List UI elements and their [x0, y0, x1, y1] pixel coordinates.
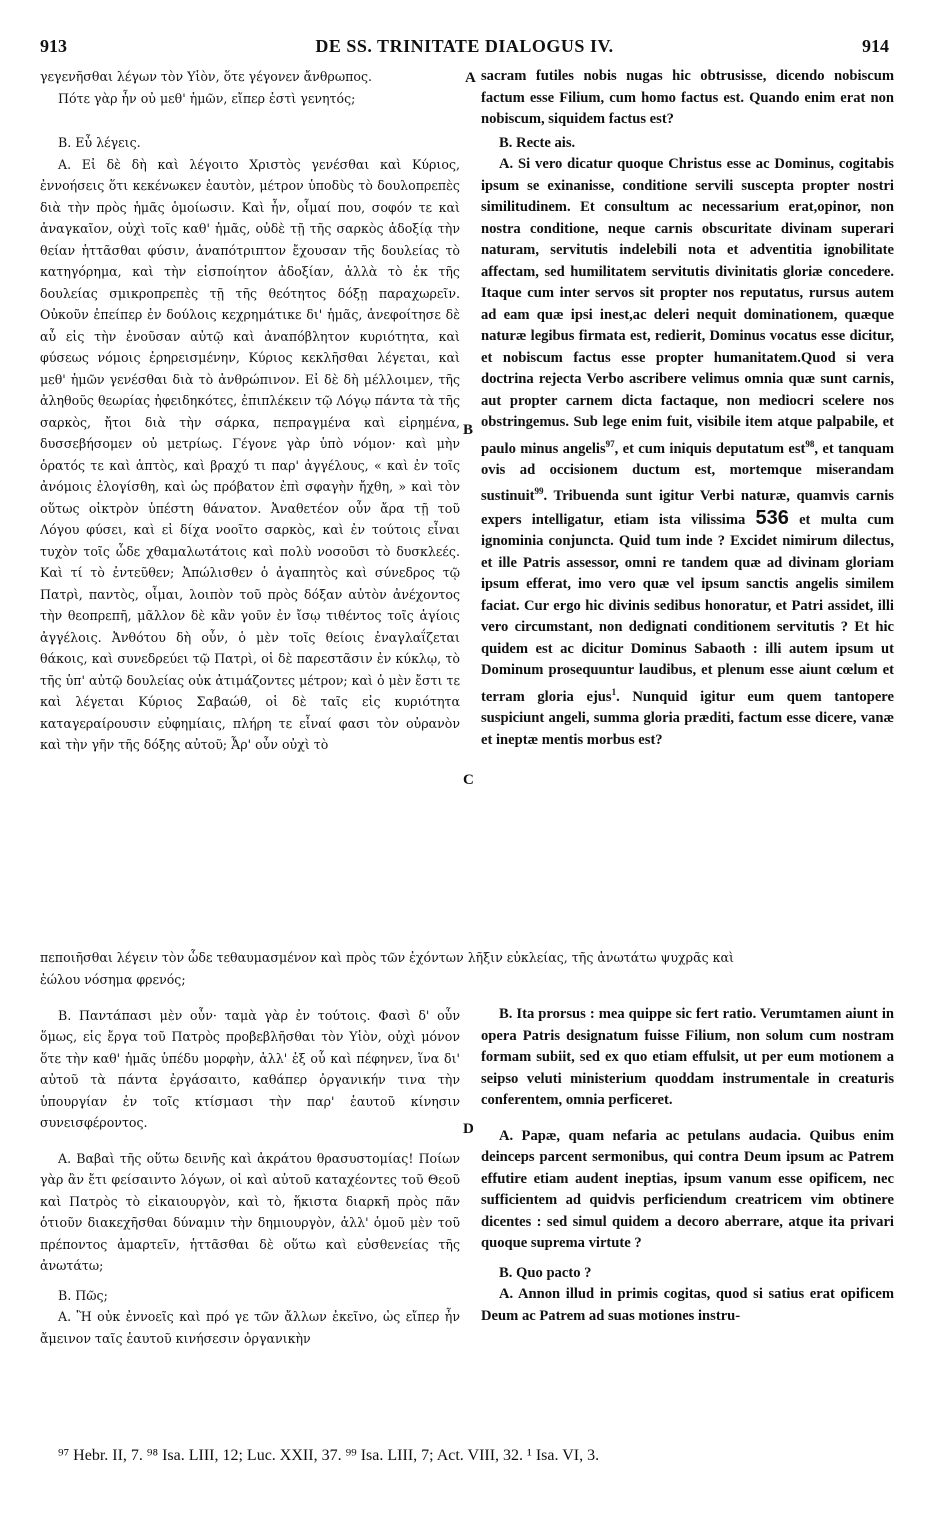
greek-line: Πότε γὰρ ἦν οὐ μεθ' ἡμῶν, εἴπερ ἐστὶ γενητός; — [58, 90, 356, 106]
margin-letter-c: C — [463, 772, 474, 788]
latin-speaker-a-paragraph: A. Si vero dicatur quoque Christus esse ac Dominus, cogitabis ipsum se exinanisse, conditione servili suscepta propter nostri similitudinem. Et consultum ac necessarium erat,opinor, non nostra conditione, neque carnis obscuritate divinam superari naturam, servitutis indelebili nota et adventitia ignobilitate affectam, sed humilitatem servitutis divinitatis gloriæ concedere. Itaque cum inter servos sit propter nos reputatus, rursus autem ad eam quæ ipsi inest,ac deleri nequit dominationem, quæque naturæ legibus firmata est, redierit, Dominus vocatus esse dicitur, et nobiscum factus esse propter humanitatem.Quod si vera doctrina rejecta Verbo ascribere velimus omnia quæ sunt carnis, aut propter carnem dicta factaque, non mediocri scelere nos obstringemus. Sub lege enim fuit, visibile item atque palpabile, et paulo minus angelis$^{97}$, et cum iniquis deputatum est$^{98}$, et tanquam ovis ad occisionem ductum est, mortemque miserandam sustinuit$^{99}$. Tribuenda sunt igitur Verbi naturæ, quamvis carnis expers intelligatur, etiam ista vilissima 536 et multa cum ignominia conjuncta. Quid tum inde ? Excidet nimirum dilectus, et ille Patris assessor, omni re tandem quæ ad divinam gloriam ipsum efferat, imo vero quæ vel ipsum sanctis angelis similem faciat. Cur ergo hic divinis sedibus honoratur, et Patri assidet, illi vero circumstant, non dedignati conditionem servitutis ? Et hic quidem est ac dicitur Dominus Sabaoth : illi autem ipsum ut Dominum prosequuntur laudibus, et plenum esse aiunt cœlum et terram gloria ejus$^1$. Nunquid igitur eum quem tantopere suspiciunt angeli, summa gloria præditi, factum esse dicere, vanæ et ineptæ mentis morbus est? — [481, 156, 895, 748]
footnotes: ⁹⁷ Hebr. II, 7. ⁹⁸ Isa. LIII, 12; Luc. XXII, 37. ⁹⁹ Isa. LIII, 7; Act. VIII, 32. ¹ Isa. VI, 3. — [58, 1447, 600, 1464]
greek-column-upper — [40, 66, 460, 756]
footnote-mark[interactable]: 99 — [534, 486, 544, 497]
latin-speaker-b-paragraph: B. Ita prorsus : mea quippe sic fert ratio. Verumtamen aiunt in opera Patris designatum fuisse Filium, non solum cum nostram formam subiit, sed ex quo etiam effulsit, ut per eum motionem a seipso veluti ministerium quoddam instrumentale in creaturis conferentem, omnia perficeret. — [481, 1006, 894, 1108]
greek-line: γεγενῆσθαι λέγων τὸν Υἱὸν, ὅτε γέγονεν ἄνθρωπος. — [40, 69, 373, 84]
latin-column-upper — [481, 66, 894, 751]
footnote-mark[interactable]: 98 — [805, 438, 815, 449]
running-header — [40, 36, 889, 62]
latin-speaker-a-paragraph: A. Annon illud in primis cogitas, quod si satius erat opificem Deum ac Patrem ad suas motiones instru- — [481, 1286, 894, 1324]
greek-speaker-b: Β. Πῶς; — [58, 1287, 108, 1303]
greek-line: ἐώλου νόσημα φρενός; — [40, 972, 186, 987]
greek-column-lower — [40, 969, 460, 1349]
greek-speaker-b-paragraph: Β. Παντάπασι μὲν οὖν· ταμὰ γὰρ ἐν τούτοις. Φασὶ δ' οὖν ὅμως, εἰς ἔργα τοῦ Πατρὸς προβεβλῆσθαι τὸν Υἱὸν, οὐχὶ μόνον ὅτε τὴν καθ' ἡμᾶς ὑπέδυ μορφὴν, ἀλλ' ἐξ οὗ καὶ πέφηνεν, ἵνα δι' αὐτοῦ τὰ πάντα ἐργάσαιτο, καθάπερ ὀργανικήν τινα τὴν ὑπουργίαν ἐν τοῖς κτίσμασι τὴν παρ' ἑαυτοῦ κίνησιν συνεισφέροντος. — [40, 1007, 460, 1130]
footnote-mark[interactable]: 1 — [611, 686, 617, 697]
latin-column-lower — [481, 1004, 894, 1327]
column-number: 536 — [755, 506, 789, 529]
latin-paragraph: sacram futiles nobis nugas hic obtrusisse, dicendo nobiscum factum esse Filium, cum homo factus est. Quando enim erat non nobiscum, siquidem factus est? — [481, 68, 894, 127]
margin-letter-b: B — [463, 422, 474, 438]
latin-speaker-b: B. Quo pacto ? — [499, 1264, 592, 1281]
right-page-number: 914 — [862, 36, 889, 56]
latin-speaker-a-paragraph: A. Papæ, quam nefaria ac petulans audacia. Quibus enim deinceps parcent sermonibus, qui contra Deum ipsum ac Patrem effutire etiam audent ineptias, ipsum vanum esse opificem, nec sufficientem ad quidvis perficiendum creatricem vim obtinere dicentes : sed simul quidem a decoro aberrare, atque ita privari quoque suprema virtute ? — [481, 1127, 894, 1251]
greek-speaker-a-paragraph: Α. Ἢ οὐκ ἐννοεῖς καὶ πρό γε τῶν ἄλλων ἐκεῖνο, ὡς εἴπερ ἦν ἄμεινον ταῖς ἑαυτοῦ κινήσεσιν ὀργανικὴν — [40, 1309, 460, 1346]
running-title: DE SS. TRINITATE DIALOGUS IV. — [315, 36, 614, 56]
margin-letter-a: A — [465, 70, 476, 86]
left-page-number: 913 — [40, 36, 67, 56]
margin-letter-d: D — [463, 1121, 474, 1137]
greek-speaker-a-paragraph: Α. Βαβαὶ τῆς οὕτω δεινῆς καὶ ἀκράτου θρασυστομίας! Ποίων γὰρ ἂν ἔτι φείσαιντο λόγων, οἱ καὶ αὐτοῦ καταχέοντες τοῦ Θεοῦ καὶ Πατρὸς τὸ εἰκαιουργὸν, καὶ τὸ, ἥκιστα διαρκῆ πρὸς πᾶν ὁτιοῦν διακεχῆσθαι δύναμιν τὴν δημιουργὸν, ἀλλ' ὁμοῦ μὲν τοῦ πρέποντος ἁμαρτεῖν, ἡττᾶσθαι δὲ οὕτω καὶ εὐσθενείας τῆς ἀνωτάτω; — [40, 1150, 460, 1273]
greek-speaker-b: Β. Εὖ λέγεις. — [58, 135, 141, 150]
footnote-mark[interactable]: 97 — [605, 438, 615, 449]
greek-speaker-a-paragraph: Α. Εἰ δὲ δὴ καὶ λέγοιτο Χριστὸς γενέσθαι καὶ Κύριος, ἐννοήσεις ὅτι κεκένωκεν ἑαυτὸν, μέτρον ὑποδὺς τὸ δουλοπρεπὲς διὰ τὴν πρὸς ἡμᾶς ὁμοίωσιν. Καὶ ἦν, οἶμαί που, σοφόν τε καὶ ἀναγκαῖον, οὐχὶ τοῖς καθ' ἡμᾶς, οὐδὲ τῇ τῆς σαρκὸς ἀδοξίᾳ τὴν θείαν ἡττᾶσθαι φύσιν, ἀναπότριπτον ἔχουσαν τῆς δουλείας τὸ κατηγόρημα, καὶ τὴν εἰσποίητον ἀδοξίαν, ἀλλὰ τὸ ἐκ τῆς δουλείας σμικροπρεπὲς τῇ τῆς θεότητος δόξῃ παραχωρεῖν. Οὐκοῦν ἐπείπερ ἐν δούλοις κεχρημάτικε δι' ἡμᾶς, ἀνεφοίτησε δὲ αὖ εἰς τὴν ἐνοῦσαν αὐτῷ καὶ ἀναπόβλητον κυριότητα, καὶ φύσεως νόμοις ἐρηρεισμένην, Κύριος κεκλῆσθαι λέγεται, καὶ μεθ' ἡμῶν γενέσθαι διὰ τὸ ἀνθρώπινον. Εἰ δὲ δὴ μέλλοιμεν, τῆς ἀληθοῦς θεωρίας ἠφειδηκότες, ἐπιπλέκειν τῷ Λόγῳ πάντα τὰ τῆς σαρκὸς, ἤτοι διὰ τὴν σάρκα, πεπραγμένα καὶ εἰρημένα, δυσσεβήσομεν οὐ μετρίως. Γέγονε γὰρ ὑπὸ νόμον· καὶ μὴν ὁρατός τε καὶ ἁπτὸς, καὶ βραχύ τι παρ' ἀγγέλους, « καὶ ἐν τοῖς ἀνόμοις ἐλογίσθη, καὶ ὡς πρόβατον ἐπὶ σφαγὴν ἤχθη, » καὶ τὸν οὕτως οἰκτρὸν ὑπέστη θάνατον. Ἀναθετέον οὖν ἄρα τῇ τοῦ Λόγου φύσει, καὶ εἰ δίχα νοοῖτο σαρκὸς, καὶ ἐν τούτοις εἶναι τυχὸν τοῖς ὧδε χθαμαλωτάτοις καὶ πολὺ νοσοῦσι τὸ δυσκλεές. Καὶ τί τὸ ἐντεῦθεν; Ἀπώλισθεν ὁ ἀγαπητὸς καὶ σύνεδρος τῷ Πατρὶ, παντὸς, οἶμαι, λοιπὸν τοῦ πρὸς δόξαν αὐτὸν ἀνέχοντος τὴν θεοπρεπῆ, μᾶλλον δὲ κἂν γοῦν ἐν ἴσῳ τιθέντος τοῖς ἁγίοις ἀγγέλοις. Ἀνθότου δὴ οὖν, ὁ μὲν τοῖς θείοις ἐναγλαΐζεται θάκοις, καὶ συνεδρεύει τῷ Πατρὶ, οἱ δὲ παρεστᾶσιν ἐν κύκλῳ, τὸ τῆς ὑπ' αὐτῷ δουλείας οὐκ ἀτιμάζοντες μέτρον; καὶ ὁ μὲν ἔστι τε καὶ λέγεται Κύριος Σαβαώθ, οἱ δὲ ταῖς εἰς κυριότητα καταγεραίρουσιν εὐφημίαις, πλήρη τε εἶναί φασι τὸν οὐρανὸν καὶ τὴν γῆν τῆς δόξης αὐτοῦ; Ἆρ' οὖν οὐχὶ τὸ — [40, 156, 460, 752]
greek-spanning-line: πεποιῆσθαι λέγειν τὸν ὧδε τεθαυμασμένον καὶ πρὸς τῶν ἐχόντων λῆξιν εὐκλείας, τῆς ἀνωτάτω ψυχρᾶς καὶ — [40, 950, 734, 965]
latin-speaker-b: B. Recte ais. — [499, 134, 576, 151]
